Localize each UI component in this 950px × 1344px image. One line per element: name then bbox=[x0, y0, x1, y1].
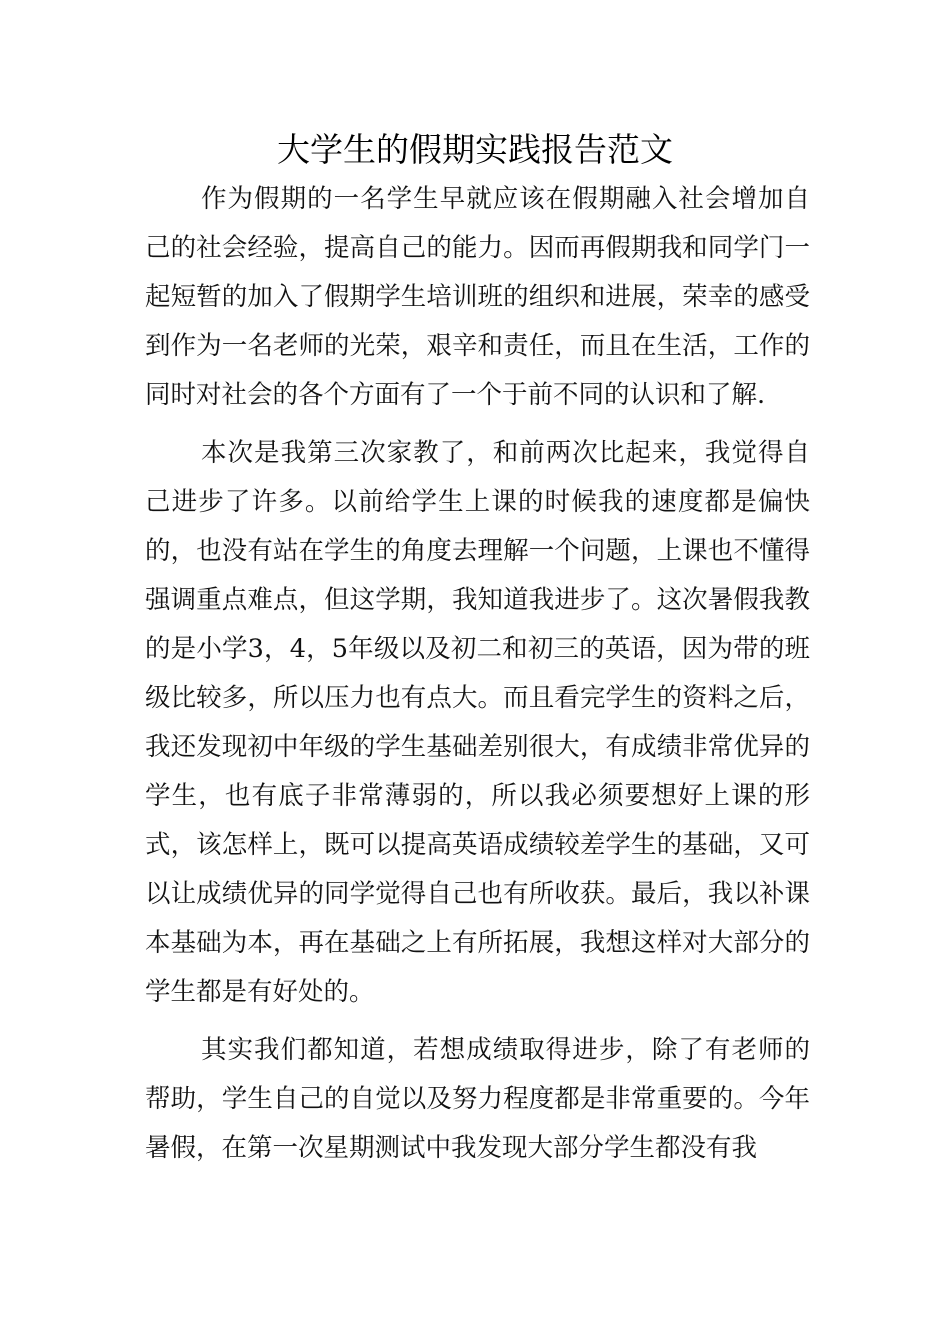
paragraph-2: 本次是我第三次家教了，和前两次比起来，我觉得自己进步了许多。以前给学生上课的时候我的速度都是偏快的，也没有站在学生的角度去理解一个问题，上课也不懂得强调重点难点，但这学期，我知道我进步了。这次暑假我教的是小学3，4，5年级以及初二和初三的英语，因为带的班级比较多，所以压力也有点大。而且看完学生的资料之后，我还发现初中年级的学生基础差别很大，有成绩非常优异的学生，也有底子非常薄弱的，所以我必须要想好上课的形式，该怎样上，既可以提高英语成绩较差学生的基础，又可以让成绩优异的同学觉得自己也有所收获。最后，我以补课本基础为本，再在基础之上有所拓展，我想这样对大部分的学生都是有好处的。 bbox=[145, 438, 810, 1007]
document-body bbox=[145, 175, 810, 1182]
document-title: 大学生的假期实践报告范文 bbox=[277, 130, 673, 169]
paragraph-3: 其实我们都知道，若想成绩取得进步，除了有老师的帮助，学生自己的自觉以及努力程度都是非常重要的。今年暑假，在第一次星期测试中我发现大部分学生都没有我 bbox=[145, 1035, 810, 1163]
paragraph-1: 作为假期的一名学生早就应该在假期融入社会增加自己的社会经验，提高自己的能力。因而再假期我和同学门一起短暂的加入了假期学生培训班的组织和进展，荣幸的感受到作为一名老师的光荣，艰辛和责任，而且在生活，工作的同时对社会的各个方面有了一个于前不同的认识和了解. bbox=[145, 184, 810, 410]
